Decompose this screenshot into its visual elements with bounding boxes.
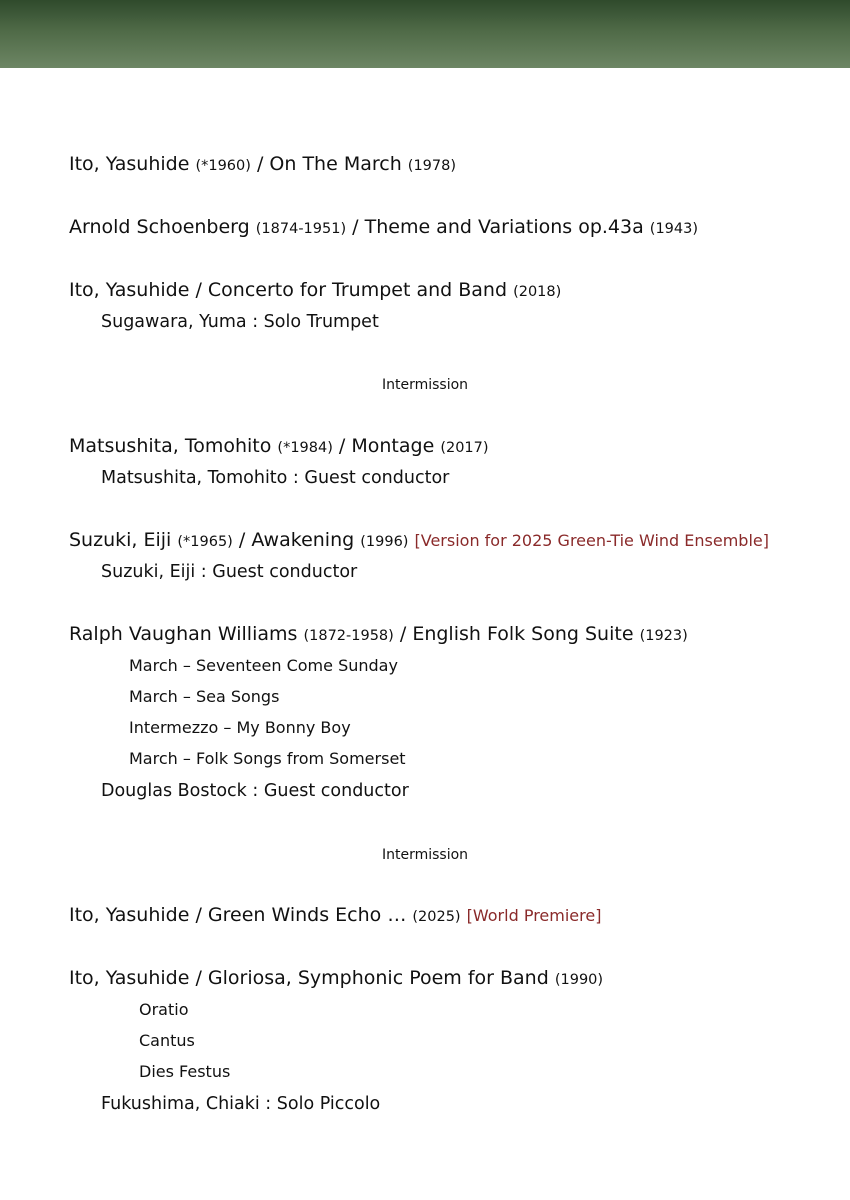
composer-years: (1874-1951) xyxy=(255,221,347,237)
separator: / xyxy=(189,279,208,301)
performer-credit: Fukushima, Chiaki : Solo Piccolo xyxy=(101,1094,381,1114)
work-year: (1996) xyxy=(360,534,409,550)
performer-credit: Suzuki, Eiji : Guest conductor xyxy=(101,562,358,582)
separator: / xyxy=(232,529,252,551)
separator: / xyxy=(189,904,208,926)
movement: Intermezzo – My Bonny Boy xyxy=(129,718,351,737)
program-item xyxy=(69,278,561,304)
performer-credit: Sugawara, Yuma : Solo Trumpet xyxy=(101,312,379,332)
work-year: (2018) xyxy=(513,284,562,300)
intermission: Intermission xyxy=(381,847,469,863)
program-item xyxy=(69,966,603,992)
program-item xyxy=(69,434,489,460)
composer: Ito, Yasuhide xyxy=(69,153,190,175)
work-title: Theme and Variations op.43a xyxy=(364,216,644,238)
performer-credit: Douglas Bostock : Guest conductor xyxy=(101,781,409,801)
separator: / xyxy=(250,153,270,175)
composer-years: (*1965) xyxy=(177,534,233,550)
program-item xyxy=(69,903,601,929)
separator: / xyxy=(346,216,365,238)
movement: Dies Festus xyxy=(139,1062,231,1081)
work-title: Gloriosa, Symphonic Poem for Band xyxy=(207,967,549,989)
work-year: (2017) xyxy=(440,440,489,456)
movement: March – Folk Songs from Somerset xyxy=(129,749,406,768)
separator: / xyxy=(393,623,413,645)
header-band xyxy=(0,0,850,68)
program-item xyxy=(69,152,456,178)
work-title: Awakening xyxy=(251,529,355,551)
composer: Ito, Yasuhide xyxy=(69,279,190,301)
composer: Suzuki, Eiji xyxy=(69,529,172,551)
program-item xyxy=(69,528,769,554)
program-item xyxy=(69,215,698,241)
program-item xyxy=(69,622,688,648)
version-note: [Version for 2025 Green-Tie Wind Ensemble] xyxy=(414,531,769,550)
performer-credit: Matsushita, Tomohito : Guest conductor xyxy=(101,468,450,488)
movement: March – Seventeen Come Sunday xyxy=(129,656,398,675)
composer-years: (*1984) xyxy=(277,440,333,456)
composer: Matsushita, Tomohito xyxy=(69,435,272,457)
work-title: Montage xyxy=(351,435,435,457)
work-title: Green Winds Echo … xyxy=(207,904,407,926)
work-year: (1943) xyxy=(649,221,699,237)
work-title: Concerto for Trumpet and Band xyxy=(207,279,508,301)
movement: Oratio xyxy=(139,1000,189,1019)
composer: Ralph Vaughan Williams xyxy=(69,623,298,645)
work-title: English Folk Song Suite xyxy=(412,623,634,645)
composer: Ito, Yasuhide xyxy=(69,967,190,989)
intermission: Intermission xyxy=(381,377,469,393)
composer: Ito, Yasuhide xyxy=(69,904,190,926)
premiere-note: [World Premiere] xyxy=(466,906,602,925)
work-year: (2025) xyxy=(412,909,461,925)
movement: Cantus xyxy=(139,1031,195,1050)
work-year: (1990) xyxy=(554,972,604,988)
composer-years: (*1960) xyxy=(195,158,251,174)
work-year: (1978) xyxy=(407,158,457,174)
composer-years: (1872-1958) xyxy=(303,628,394,644)
composer: Arnold Schoenberg xyxy=(69,216,250,238)
work-title: On The March xyxy=(269,153,402,175)
separator: / xyxy=(332,435,352,457)
separator: / xyxy=(189,967,208,989)
work-year: (1923) xyxy=(639,628,688,644)
movement: March – Sea Songs xyxy=(129,687,280,706)
